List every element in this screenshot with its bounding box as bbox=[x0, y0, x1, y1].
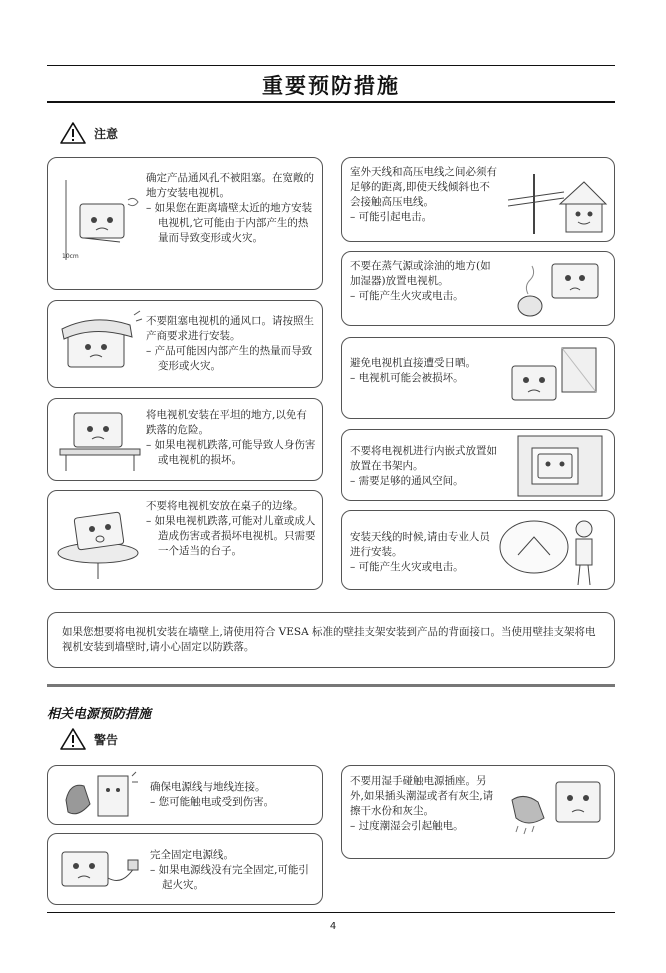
box-text: 安装天线的时候,请由专业人员进行安装。 – 可能产生火灾或电击。 bbox=[350, 531, 490, 573]
power-section-title: 相关电源预防措施 bbox=[47, 707, 152, 722]
caution-box-built-in-shelf bbox=[341, 429, 615, 501]
tv-on-stand-illustration bbox=[54, 405, 144, 475]
warning-label: 警告 bbox=[94, 732, 119, 747]
caution-box-antenna-power-lines bbox=[341, 157, 615, 242]
tv-on-table-edge-illustration bbox=[54, 501, 144, 581]
warning-box-grounding bbox=[47, 765, 323, 825]
caution-box-antenna-professional bbox=[341, 510, 615, 590]
box-text: 将电视机安装在平坦的地方,以免有跌落的危险。 – 如果电视机跌落,可能导致人身伤害或电视机的损坏。 bbox=[146, 409, 316, 466]
caution-box-table-edge bbox=[47, 490, 323, 590]
tv-in-bookshelf-illustration bbox=[514, 434, 606, 498]
tv-near-wall-illustration bbox=[54, 180, 144, 260]
caution-box-direct-sunlight bbox=[341, 337, 615, 419]
svg-text:10cm: 10cm bbox=[62, 253, 79, 260]
bottom-rule bbox=[47, 912, 615, 913]
humidifier-tv-illustration bbox=[510, 258, 606, 320]
box-text: 不要在蒸气源或涂油的地方(如加湿器)放置电视机。 – 可能产生火灾或电击。 bbox=[350, 260, 491, 302]
warning-box-wet-hands bbox=[341, 765, 615, 859]
warning-header bbox=[60, 728, 118, 750]
caution-box-blocked-vents bbox=[47, 300, 323, 388]
box-text: 避免电视机直接遭受日晒。 – 电视机可能会被损坏。 bbox=[350, 357, 476, 384]
caution-label: 注意 bbox=[94, 126, 119, 141]
tv-power-cord-illustration bbox=[56, 842, 142, 900]
title-rule bbox=[47, 101, 615, 103]
wet-hand-plug-illustration bbox=[504, 778, 608, 848]
section-divider bbox=[47, 684, 615, 687]
box-text: 确保电源线与地线连接。 – 您可能触电或受到伤害。 bbox=[150, 781, 275, 808]
box-text: 不要将电视机安放在桌子的边缘。 – 如果电视机跌落,可能对儿童或成人造成伤害或者损坏电视机。只需要一个适当的台子。 bbox=[146, 500, 316, 557]
antenna-house-illustration bbox=[504, 164, 609, 236]
caution-box-ventilation-space bbox=[47, 157, 323, 290]
vesa-note-text: 如果您想要将电视机安装在墙壁上,请使用符合 VESA 标准的壁挂支架安装到产品的背面接口。当使用壁挂支架将电视机安装到墙壁时,请小心固定以防跌落。 bbox=[62, 626, 596, 653]
box-text: 不要阻塞电视机的通风口。请按照生产商要求进行安装。 – 产品可能因内部产生的热量而导致变形或火灾。 bbox=[146, 315, 314, 372]
page-title: 重要预防措施 bbox=[262, 74, 400, 98]
tv-covered-cloth-illustration bbox=[54, 309, 144, 381]
caution-box-flat-surface bbox=[47, 398, 323, 481]
technician-installing-illustration bbox=[498, 515, 610, 587]
caution-box-steam-oil bbox=[341, 251, 615, 326]
warning-box-secure-cord bbox=[47, 833, 323, 905]
box-text: 室外天线和高压电线之间必须有足够的距离,即使天线倾斜也不会接触高压电线。 – 可能引起电击。 bbox=[350, 166, 497, 223]
box-text: 完全固定电源线。 – 如果电源线没有完全固定,可能引起火灾。 bbox=[150, 849, 309, 891]
box-text: 不要将电视机进行内嵌式放置如放置在书架内。 – 需要足够的通风空间。 bbox=[350, 445, 497, 487]
tv-sunlight-window-illustration bbox=[504, 344, 608, 414]
caution-header bbox=[60, 122, 118, 144]
warning-triangle-icon bbox=[60, 122, 86, 144]
box-text: 不要用湿手碰触电源插座。另外,如果插头潮湿或者有灰尘,请擦干水份和灰尘。 – 过度潮湿会引起触电。 bbox=[350, 775, 494, 832]
vesa-note-box bbox=[47, 612, 615, 668]
top-rule bbox=[47, 65, 615, 66]
box-text: 确定产品通风孔不被阻塞。在宽敞的地方安装电视机。 – 如果您在距离墙壁太近的地方安装电视机,它可能由于内部产生的热量而导致变形或火灾。 bbox=[146, 172, 314, 244]
page-number: 4 bbox=[329, 921, 337, 932]
warning-triangle-icon bbox=[60, 728, 86, 750]
plug-grounding-illustration bbox=[56, 770, 140, 822]
